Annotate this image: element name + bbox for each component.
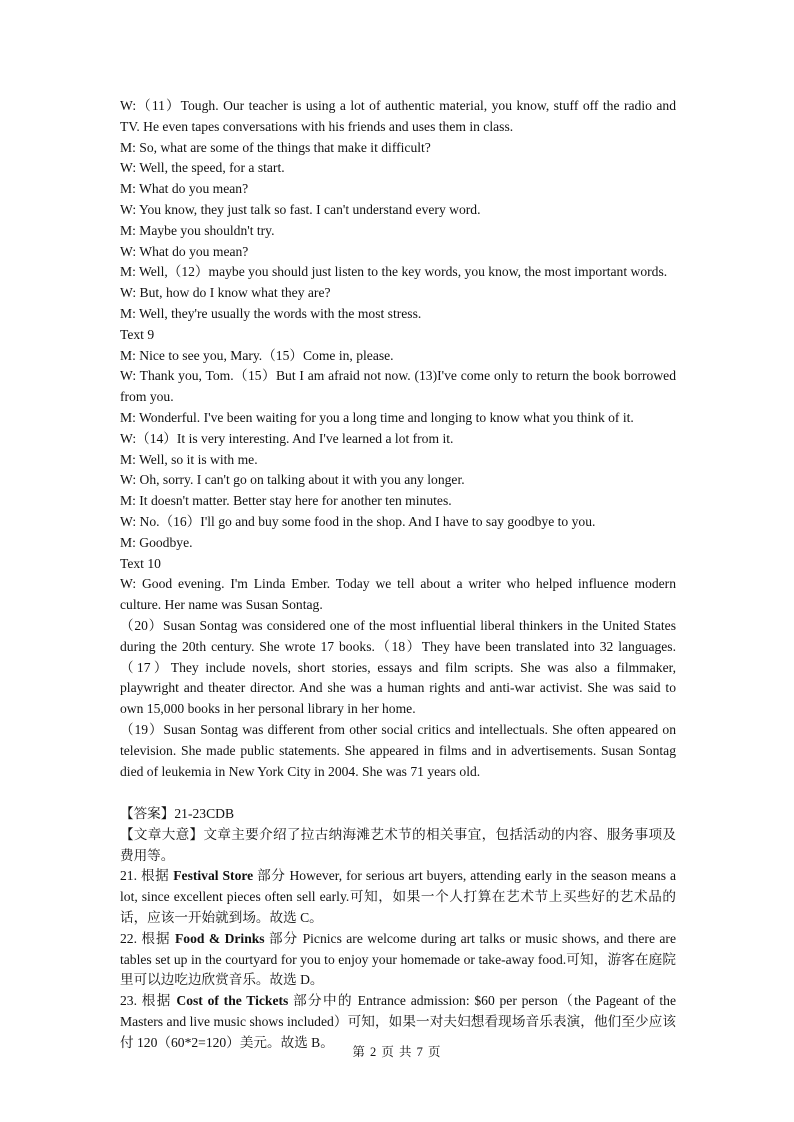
transcript-line: W: Thank you, Tom.（15）But I am afraid not now. (13)I've come only to return the book borrowed from you. [120,368,676,405]
text-heading: Text 10 [120,555,161,571]
transcript-line: M: What do you mean? [120,181,249,197]
transcript-line: W: You know, they just talk so fast. I can't understand every word. [120,201,481,217]
transcript-line: W: Oh, sorry. I can't go on talking about it with you any longer. [120,472,465,488]
transcript-line: W: But, how do I know what they are? [120,285,331,301]
transcript-line: M: Well, they're usually the words with the most stress. [120,305,422,321]
transcript-line: W: Good evening. I'm Linda Ember. Today we tell about a writer who helped influence modern culture. Her name was Susan Sontag. [120,576,676,613]
transcript-line: M: Goodbye. [120,534,193,550]
page-number-footer: 第 2 页 共 7 页 [352,1045,442,1059]
transcript-line: W:（14）It is very interesting. And I've learned a lot from it. [120,430,454,446]
answer-section [120,804,676,1054]
explanation-text: 部分 However, for serious art buyers, attending early in the season means a lot, since excellent pieces often sell early.可知，如果一个人打算在艺术节上买些好的艺术品的话，应该一开始就到场。故选 C。 [120,868,676,925]
section-reference: Festival Store [173,868,254,884]
answer-key: 【答案】21-23CDB [120,806,235,821]
section-reference: Food & Drinks [174,930,265,946]
transcript-line: W:（11）Tough. Our teacher is using a lot of authentic material, you know, stuff off the radio and TV. He even tapes conversations with his friends and uses them in class. [120,98,676,134]
transcript-line: M: Nice to see you, Mary.（15）Come in, please. [120,347,394,363]
article-summary: 【文章大意】文章主要介绍了拉古纳海滩艺术节的相关事宜，包括活动的内容、服务事项及费用等。 [120,826,676,863]
section-reference: Cost of the Tickets [176,993,289,1009]
answer-explanation-21 [120,866,676,928]
transcript-line: M: So, what are some of the things that make it difficult? [120,139,431,155]
transcript-line: W: Well, the speed, for a start. [120,160,285,176]
explanation-prefix: 23. 根据 [120,993,177,1009]
answer-explanation-22 [120,929,676,991]
transcript-paragraph: （19）Susan Sontag was different from other social critics and intellectuals. She often appeared on television. She made public statements. She appeared in films and in advertisements. Susan Sontag died of leukemia in New York City in 2004. She was 71 years old. [120,721,676,779]
transcript-line: M: Maybe you shouldn't try. [120,222,275,238]
transcript-line: M: Well, so it is with me. [120,451,258,467]
explanation-prefix: 21. 根据 [120,868,174,884]
transcript-line: M: Wonderful. I've been waiting for you a long time and longing to know what you think of it. [120,409,634,425]
transcript-line: W: What do you mean? [120,243,249,259]
transcript-line: W: No.（16）I'll go and buy some food in the shop. And I have to say goodbye to you. [120,513,596,529]
text-heading: Text 9 [120,326,155,342]
explanation-prefix: 22. 根据 [120,930,175,946]
transcript-line: M: Well,（12）maybe you should just listen to the key words, you know, the most important words. [120,264,668,280]
explanation-text: 部分中的 Entrance admission: $60 per person（the Pageant of the Masters and live music shows included）可知，如果一对夫妇想看现场音乐表演，他们至少应该付 120（60*2=120）美元。故选 B。 [120,993,676,1050]
explanation-text: 部分 Picnics are welcome during art talks or music shows, and there are tables set up in the courtyard for you to enjoy your homemade or take-away food.可知，游客在庭院里可以边吃边欣赏音乐。故选 D。 [120,930,676,988]
transcript-line: M: It doesn't matter. Better stay here for another ten minutes. [120,493,452,509]
listening-transcript [120,96,676,782]
transcript-paragraph: （20）Susan Sontag was considered one of the most influential liberal thinkers in the United States during the 20th century. She wrote 17 books.（18）They have been translated into 32 languages.（17）They include novels, short stories, essays and film scripts. She was also a filmmaker, playwright and theater director. And she was a human rights and anti-war activist. She was said to own 15,000 books in her personal library in her home. [120,617,676,717]
